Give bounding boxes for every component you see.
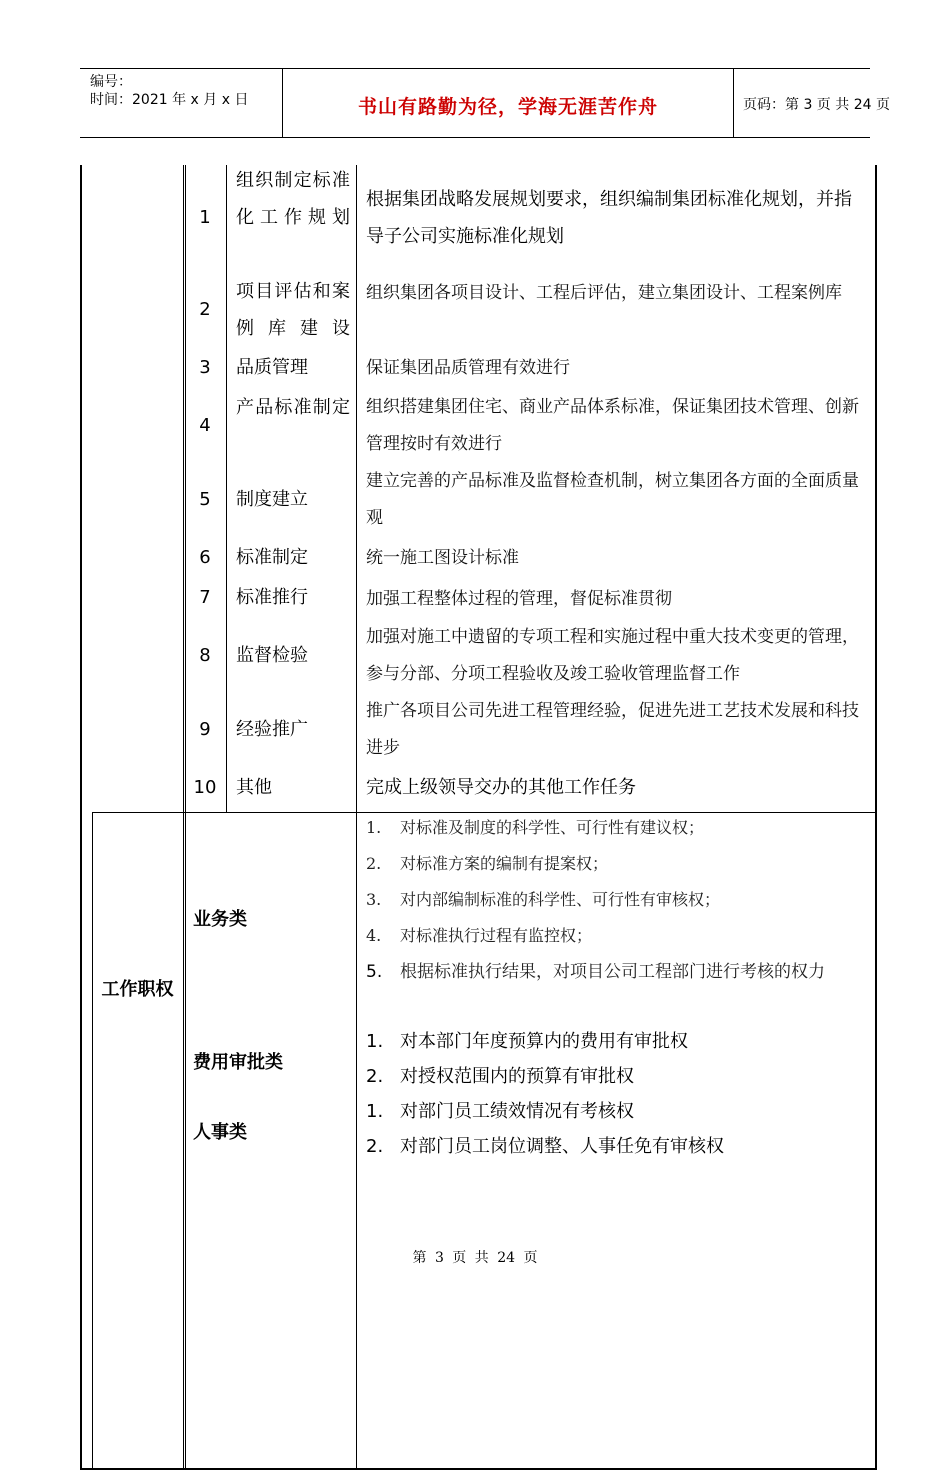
duty-name: 产品标准制定	[236, 397, 350, 418]
label-column	[82, 165, 183, 1469]
item-number: 1.	[366, 818, 382, 837]
item-number: 5.	[366, 962, 383, 982]
item-text: 对授权范围内的预算有审批权	[400, 1066, 634, 1087]
duty-number: 4	[199, 415, 211, 436]
item-text: 对部门员工绩效情况有考核权	[400, 1101, 634, 1122]
duty-description: 加强工程整体过程的管理，督促标准贯彻	[366, 589, 672, 609]
page-footer: 第 3 页 共 24 页	[412, 1250, 538, 1266]
duty-number: 9	[199, 719, 211, 740]
duty-name: 制度建立	[236, 489, 308, 510]
item-number: 2.	[366, 854, 382, 873]
authority-category: 业务类	[193, 909, 247, 930]
duty-description: 组织搭建集团住宅、商业产品体系标准，保证集团技术管理、创新管理按时有效进行	[366, 397, 859, 454]
duty-description: 加强对施工中遗留的专项工程和实施过程中重大技术变更的管理，参与分部、分项工程验收及竣工验收管理监督工作	[366, 627, 859, 684]
authority-category: 人事类	[193, 1122, 247, 1143]
duty-description: 组织集团各项目设计、工程后评估，建立集团设计、工程案例库	[366, 283, 842, 303]
item-number: 1.	[366, 1031, 384, 1052]
item-number: 3.	[366, 890, 382, 909]
authority-section-title: 工作职权	[101, 979, 174, 1000]
duty-description: 建立完善的产品标准及监督检查机制，树立集团各方面的全面质量观	[366, 471, 859, 528]
duty-description: 推广各项目公司先进工程管理经验，促进先进工艺技术发展和科技进步	[366, 701, 859, 758]
item-text: 对本部门年度预算内的费用有审批权	[400, 1031, 688, 1052]
header-meta-cell	[80, 69, 282, 137]
item-text: 对内部编制标准的科学性、可行性有审核权；	[400, 890, 721, 909]
item-number: 2.	[366, 1136, 384, 1157]
duty-number: 6	[199, 547, 211, 568]
duty-name: 项目评估和案例库建设	[236, 281, 350, 339]
duty-name: 组织制定标准化工作规划	[236, 170, 350, 228]
item-text: 对标准及制度的科学性、可行性有建议权；	[400, 818, 705, 837]
duty-name: 其他	[236, 777, 272, 798]
item-text: 对标准执行过程有监控权；	[400, 926, 593, 945]
table-border-right	[875, 165, 877, 1469]
duty-number: 1	[199, 207, 211, 228]
duty-name: 标准推行	[236, 587, 308, 608]
table-border-left	[80, 165, 82, 1469]
label-inner-line	[92, 812, 93, 1469]
doc-time-label: 时间：2021 年 x 月 x 日	[90, 92, 249, 108]
header-motto-cell	[282, 69, 734, 137]
header-page-number: 页码：第 3 页 共 24 页	[743, 97, 890, 113]
duty-number: 5	[199, 489, 211, 510]
duty-description: 保证集团品质管理有效进行	[366, 358, 570, 378]
duty-number: 3	[199, 357, 211, 378]
duty-description: 根据集团战略发展规划要求，组织编制集团标准化规划，并指导子公司实施标准化规划	[366, 189, 852, 247]
duty-number: 10	[193, 777, 217, 798]
document-header	[80, 68, 890, 138]
header-page-cell	[733, 69, 890, 137]
duty-number: 7	[199, 587, 211, 608]
duty-number: 2	[199, 299, 211, 320]
item-number: 1.	[366, 1101, 384, 1122]
duty-description: 统一施工图设计标准	[366, 548, 519, 568]
item-text: 根据标准执行结果，对项目公司工程部门进行考核的权力	[400, 962, 825, 982]
item-number: 4.	[366, 926, 382, 945]
item-number: 2.	[366, 1066, 384, 1087]
item-text: 对标准方案的编制有提案权；	[400, 854, 609, 873]
duty-name: 监督检验	[236, 645, 308, 666]
authority-category: 费用审批类	[193, 1052, 283, 1073]
duty-name: 经验推广	[236, 719, 308, 740]
duty-number: 8	[199, 645, 211, 666]
item-text: 对部门员工岗位调整、人事任免有审核权	[400, 1136, 724, 1157]
duty-description: 完成上级领导交办的其他工作任务	[366, 777, 636, 798]
col-divider-num	[226, 165, 227, 812]
duty-name: 品质管理	[236, 357, 308, 378]
col-divider-desc	[356, 165, 357, 1469]
duty-name: 标准制定	[236, 547, 308, 568]
header-motto: 书山有路勤为径，学海无涯苦作舟	[357, 96, 658, 118]
doc-code-label: 编号：	[90, 74, 132, 90]
